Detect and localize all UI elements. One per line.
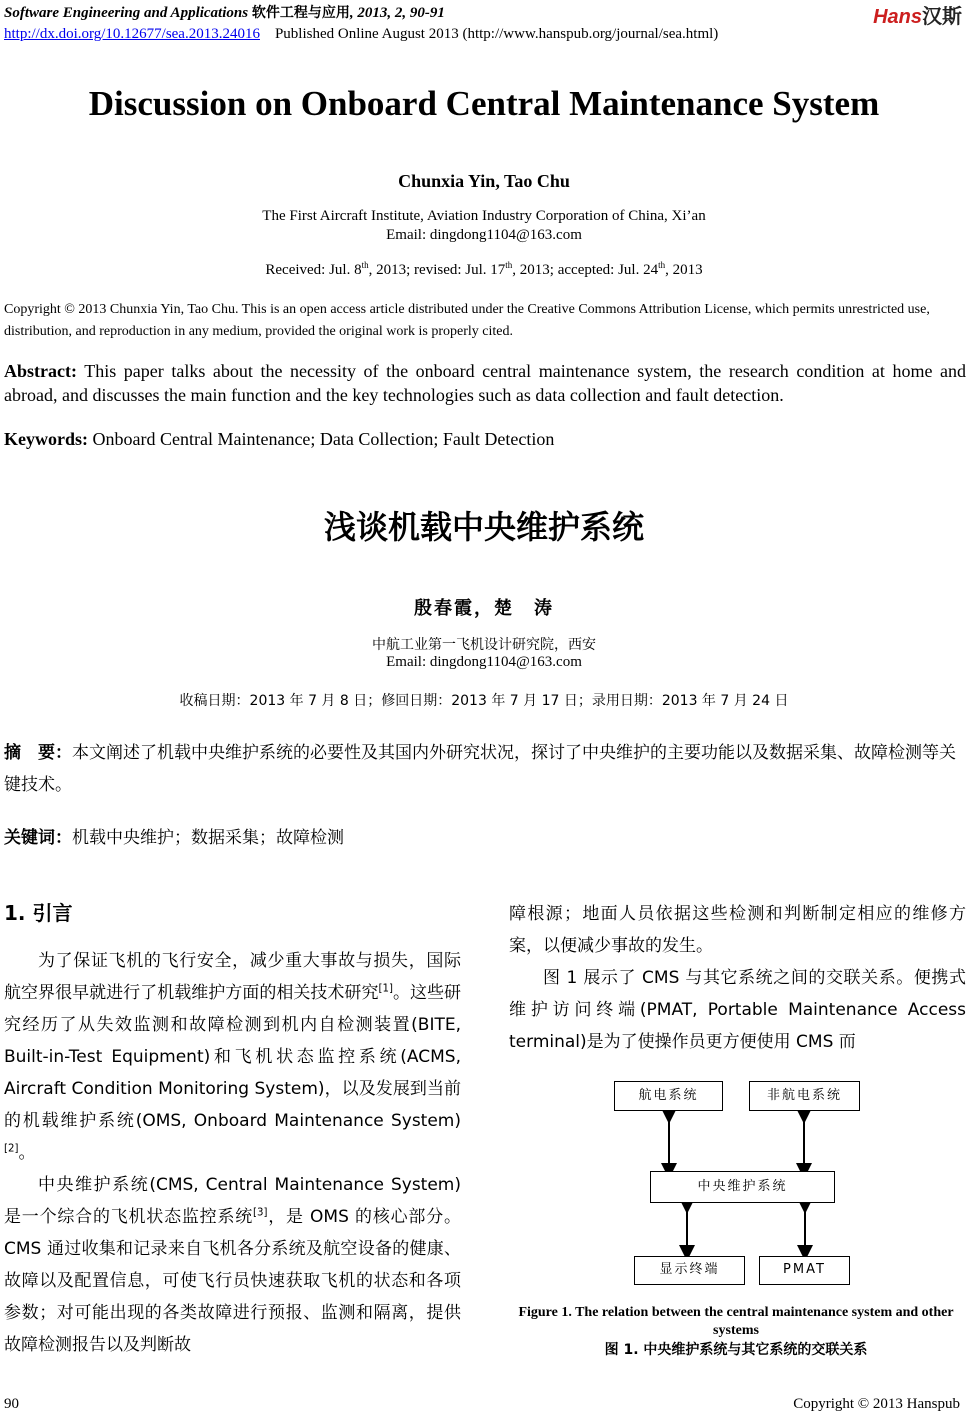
- left-column: [4, 945, 461, 1361]
- affiliation-cn: 中航工业第一飞机设计研究院，西安: [372, 637, 596, 653]
- box-non-avionics: 非航电系统: [749, 1081, 860, 1111]
- abstract-cn-label: 摘 要：: [4, 743, 72, 763]
- page-number: 90: [4, 1396, 19, 1412]
- paper-title-en: Discussion on Onboard Central Maintenance System: [88, 84, 880, 123]
- copyright-notice: Copyright © 2013 Chunxia Yin, Tao Chu. This is an open access article distributed under the Creative Commons Attribution License, which permits unrestricted use, distribution, and reproduction in any medium, provided the original work is properly cited.: [4, 302, 930, 339]
- keywords-cn: [4, 823, 966, 848]
- paper-title-cn: 浅谈机载中央维护系统: [323, 508, 644, 546]
- paragraph: 图 1 展示了 CMS 与其它系统之间的交联关系。便携式维护访问终端(PMAT, Portable Maintenance Access terminal)是为了使操作员更方便使用 CMS 而: [509, 968, 966, 1052]
- authors-cn: 殷春霞，楚 涛: [414, 598, 554, 619]
- journal-name-cn: 软件工程与应用: [251, 5, 350, 21]
- figure-caption-en: Figure 1. The relation between the central maintenance system and other systems: [518, 1305, 954, 1338]
- box-avionics: 航电系统: [614, 1081, 723, 1111]
- journal-header: [4, 2, 445, 22]
- right-column: [509, 898, 966, 1058]
- doi-link[interactable]: http://dx.doi.org/10.12677/sea.2013.24016: [4, 26, 260, 42]
- paragraph: 为了保证飞机的飞行安全，减少重大事故与损失，国际航空界很早就进行了机载维护方面的相关技术研究[1]。这些研究经历了从失效监测和故障检测到机内自检测装置(BITE, Built-in-Test Equipment)和飞机状态监控系统(ACMS, Aircraft Condition Monitoring System)，以及发展到当前的机载维护系统(OMS, Onboard Maintenance System)[2]。: [4, 951, 462, 1163]
- abstract-en: [4, 359, 966, 407]
- figure-caption-cn: 图 1. 中央维护系统与其它系统的交联关系: [604, 1342, 868, 1358]
- keywords-en: [4, 429, 966, 450]
- abstract-cn-text: 本文阐述了机载中央维护系统的必要性及其国内外研究状况，探讨了中央维护的主要功能以及数据采集、故障检测等关键技术。: [4, 743, 956, 795]
- abstract-cn: [4, 737, 966, 801]
- received-dates-cn: 收稿日期：2013 年 7 月 8 日；修回日期：2013 年 7 月 17 日；录用日期：2013 年 7 月 24 日: [179, 693, 789, 709]
- logo-text-cn: 汉斯: [922, 4, 962, 28]
- abstract-label: Abstract:: [4, 361, 77, 381]
- box-central-maintenance: 中央维护系统: [650, 1171, 835, 1203]
- logo-text-en: Hans: [873, 6, 922, 28]
- email-en: Email: dingdong1104@163.com: [386, 227, 582, 243]
- authors-en: Chunxia Yin, Tao Chu: [398, 171, 570, 191]
- paragraph: 中央维护系统(CMS, Central Maintenance System)是一个综合的飞机状态监控系统[3]，是 OMS 的核心部分。CMS 通过收集和记录来自飞机各分系统及航空设备的健康、故障以及配置信息，可使飞行员快速获取飞机的状态和各项参数；对可能出现的各类故障进行预报、监测和隔离，提供故障检测报告以及判断故: [4, 1175, 461, 1355]
- keywords-cn-text: 机载中央维护；数据采集；故障检测: [72, 828, 344, 848]
- section-heading: 1. 引言: [4, 901, 73, 925]
- published-online: Published Online August 2013 (http://www.hanspub.org/journal/sea.html): [274, 26, 719, 42]
- keywords-text: Onboard Central Maintenance; Data Collection; Fault Detection: [92, 429, 555, 449]
- hanspub-logo: [873, 0, 962, 29]
- doi-line: [4, 26, 718, 43]
- footer-copyright: Copyright © 2013 Hanspub: [793, 1396, 960, 1412]
- paragraph: 障根源；地面人员依据这些检测和判断制定相应的维修方案，以便减少事故的发生。: [509, 904, 966, 956]
- keywords-label: Keywords:: [4, 429, 88, 449]
- journal-name-en: Software Engineering and Applications: [4, 5, 249, 21]
- affiliation-en: The First Aircraft Institute, Aviation Industry Corporation of China, Xi’an: [262, 208, 706, 224]
- keywords-cn-label: 关键词：: [4, 828, 72, 848]
- journal-issue: , 2013, 2, 90-91: [349, 5, 445, 21]
- email-cn: Email: dingdong1104@163.com: [386, 654, 582, 670]
- abstract-text: This paper talks about the necessity of the onboard central maintenance system, the research condition at home and abroad, and discusses the main function and the key technologies such as data collection and fault detection.: [4, 361, 966, 405]
- box-display-terminal: 显示终端: [634, 1256, 745, 1285]
- box-pmat: PMAT: [759, 1256, 850, 1285]
- received-dates-en: Received: Jul. 8th, 2013; revised: Jul. 17th, 2013; accepted: Jul. 24th, 2013: [265, 260, 703, 278]
